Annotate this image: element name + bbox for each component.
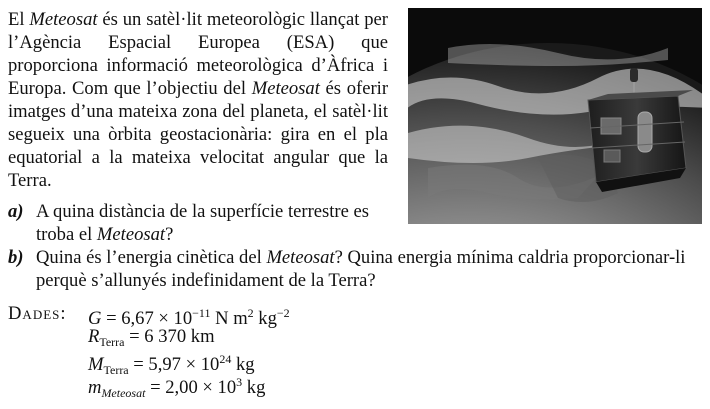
question-b-text-start: Quina és l’energia cinètica del: [36, 247, 267, 268]
intro-text-1: El: [8, 9, 30, 30]
satellite-name: Meteosat: [96, 224, 166, 245]
exp-M: 24: [219, 352, 232, 366]
question-a: [8, 200, 388, 246]
satellite-photo: [408, 8, 702, 224]
unit-G: N m: [210, 308, 248, 329]
exp-G: −11: [192, 306, 211, 320]
question-a-text-end: ?: [165, 224, 174, 245]
question-b-text: [36, 246, 698, 292]
sub-R: Terra: [99, 335, 125, 349]
symbol-R: R: [88, 326, 100, 347]
question-b: [8, 246, 698, 292]
question-a-text-start: A quina distància de la superfície terrestre es troba el: [36, 201, 369, 245]
satellite-name: Meteosat: [266, 247, 335, 268]
satellite-name: Meteosat: [29, 9, 98, 30]
unit-G-2: kg: [253, 308, 277, 329]
unit-exp-G-2: −2: [276, 306, 290, 320]
question-a-text: [36, 200, 388, 246]
satellite-over-earth-image: [408, 8, 702, 224]
unit-m: kg: [242, 377, 266, 398]
question-a-label: a): [8, 201, 24, 222]
question-b-text-end: ? Quina energia mínima caldria proporcionar-li perquè s’allunyés indefinidament de la Terra?: [36, 247, 686, 291]
value-R: = 6 370 km: [124, 326, 215, 347]
data-label: Dades:: [8, 303, 67, 324]
exp-m: 3: [236, 375, 243, 389]
symbol-G: G: [88, 308, 102, 329]
question-b-label: b): [8, 247, 24, 268]
satellite-name: Meteosat: [251, 78, 320, 99]
intro-text-2: és un satèl·lit meteorològic llançat per l’Agència Espacial Europea (ESA) que proporciona informació meteorològica d’Àfrica i Europa. Com que l’objectiu del: [8, 9, 388, 99]
sub-M: Terra: [103, 363, 129, 377]
unit-M: kg: [231, 354, 255, 375]
value-m: = 2,00 × 10: [145, 377, 237, 398]
symbol-M: M: [88, 354, 104, 375]
sub-m: Meteosat: [101, 386, 146, 400]
value-G: = 6,67 × 10: [101, 308, 193, 329]
intro-paragraph: [8, 8, 388, 192]
unit-exp-G-1: 2: [247, 306, 254, 320]
symbol-m: m: [88, 377, 102, 398]
intro-text-3: és oferir imatges d’una mateixa zona del planeta, el satèl·lit segueix una òrbita geostacionària: gira en el pla equatorial a la mateixa velocitat angular que la Terra.: [8, 78, 389, 191]
value-M: = 5,97 × 10: [128, 354, 220, 375]
constant-m-meteosat: [88, 371, 265, 405]
